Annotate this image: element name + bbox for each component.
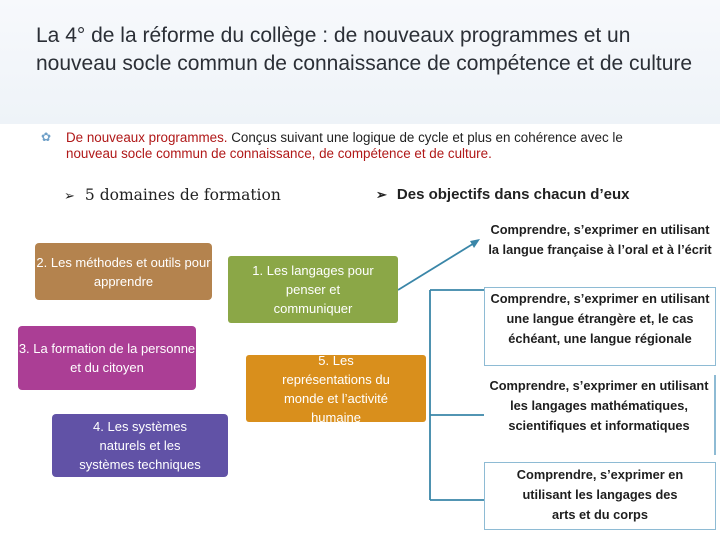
- domain-label-2: 2. Les méthodes et outils pour apprendre: [36, 254, 211, 289]
- heading-domaines-label: 5 domaines de formation: [84, 186, 281, 204]
- domain-box-5: [246, 352, 426, 425]
- intro-body: Conçus suivant une logique de cycle et plus en cohérence avec le: [227, 130, 623, 145]
- domain-label-3: 3. La formation de la personne et du citoyen: [18, 341, 196, 375]
- domain-box-3: [18, 326, 196, 390]
- connector-arrowhead: [470, 239, 480, 248]
- objective-label-1: Comprendre, s’exprimer en utilisant la langue française à l’oral et à l’écrit: [488, 222, 712, 257]
- intro-highlight-programmes: De nouveaux programmes.: [66, 130, 228, 145]
- arrow-bullet-icon: ➢: [376, 187, 387, 202]
- arrow-bullet-icon: ➢: [64, 189, 75, 204]
- bullet-icon: ✿: [41, 130, 52, 144]
- domain-box-4: [52, 414, 228, 477]
- objective-box-4: [484, 462, 716, 530]
- domain-label-4: 4. Les systèmes naturels et les systèmes techniques: [79, 419, 201, 472]
- objective-label-4: Comprendre, s’exprimer en utilisant les langages des arts et du corps: [516, 467, 684, 522]
- objective-box-3: [484, 375, 716, 455]
- domain-box-2: [35, 243, 212, 300]
- objective-label-2: Comprendre, s’exprimer en utilisant une langue étrangère et, le cas échéant, une langue régionale: [490, 291, 710, 346]
- slide-title: La 4° de la réforme du collège : de nouveaux programmes et un nouveau socle commun de connaissance de compétence et de culture: [36, 24, 693, 75]
- domain-label-1: 1. Les langages pour penser et communiquer: [252, 263, 374, 316]
- objective-box-1: [484, 220, 716, 284]
- heading-objectifs-label: Des objectifs dans chacun d’eux: [396, 186, 630, 203]
- domain-label-5: 5. Les représentations du monde et l’activité humaine: [282, 352, 390, 425]
- intro-highlight-socle: nouveau socle commun de connaissance, de compétence et de culture.: [66, 145, 492, 161]
- connector-to-objective-1: [398, 242, 476, 290]
- domain-box-1: [228, 256, 398, 323]
- objective-box-2: [484, 287, 716, 366]
- objective-label-3: Comprendre, s’exprimer en utilisant les langages mathématiques, scientifiques et informatiques: [489, 378, 709, 433]
